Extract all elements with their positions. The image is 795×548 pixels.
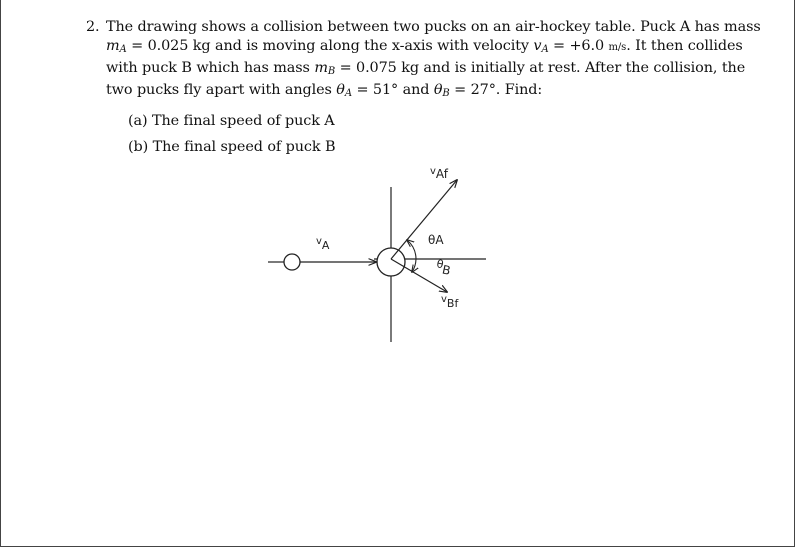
statement-line-4: two pucks fly apart with angles $\theta_A = 51^\circ$ and $\theta_B = 27^\circ$. Find: [106,82,543,99]
part-b: (b) The final speed of puck B [128,139,336,155]
problem-statement [106,18,761,160]
statement-line-2: $m_A = 0.025$ kg and is moving along the x-axis with velocity $v_A = +6.0$ m/s. It then collides [106,38,743,55]
puck-b [377,248,405,276]
theta-a-arc [407,240,416,259]
problem-2 [86,18,761,160]
label-v-bf: vBf [441,294,459,310]
label-v-a: vA [316,236,330,252]
unit-mps: m/s [608,42,627,53]
statement-line-3: with puck B which has mass $m_B = 0.075$ kg and is initially at rest. After the collision, the [106,60,746,77]
theta-b-arc [412,259,416,272]
part-a: (a) The final speed of puck A [128,113,335,129]
label-v-af: vAf [430,166,448,181]
statement-line-1: The drawing shows a collision between two pucks on an air-hockey table. Puck A has mass [106,19,761,35]
puck-a [284,254,300,270]
collision-diagram [256,160,496,350]
label-theta-a: θA [428,233,444,247]
label-theta-b: θB [435,257,452,278]
velocity-af-arrow [391,180,457,259]
problem-parts [128,108,726,160]
problem-number: 2. [86,19,100,35]
